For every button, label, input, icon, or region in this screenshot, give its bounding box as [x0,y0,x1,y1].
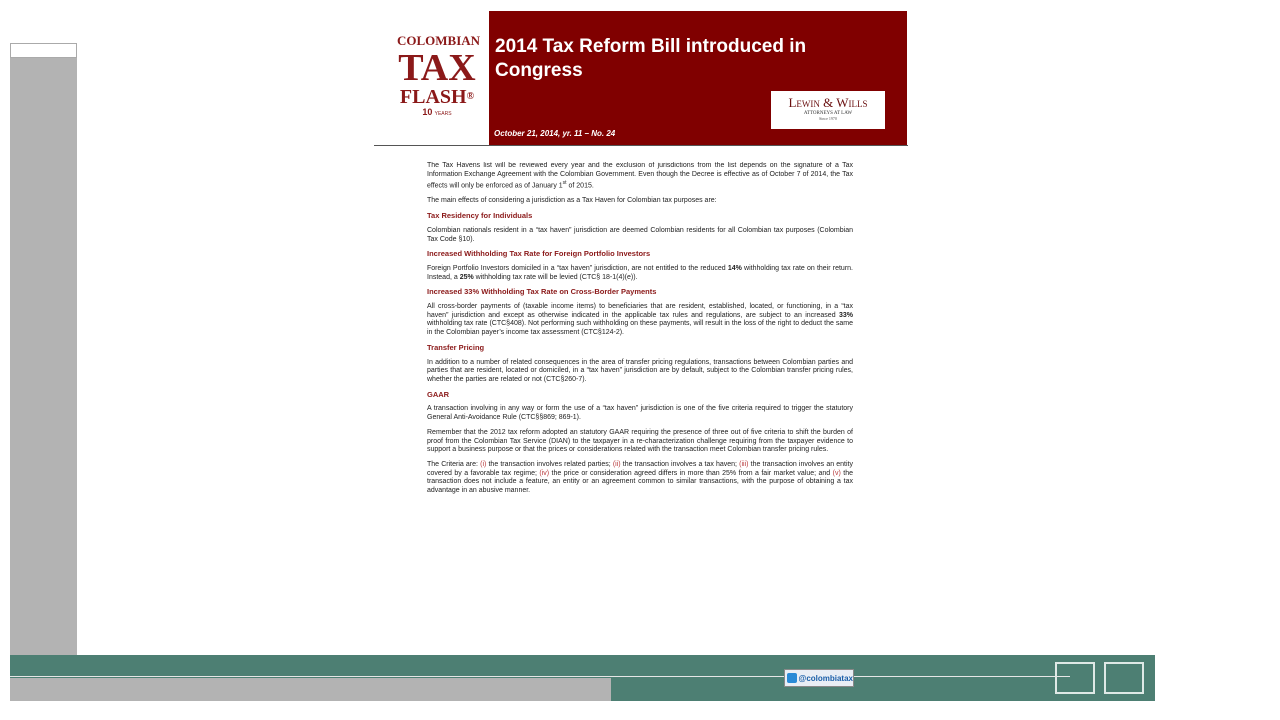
logo-years: 10 YEARS [422,107,452,117]
lewin-wills-logo [771,91,885,129]
article-body [427,162,853,654]
section-heading: Transfer Pricing [427,342,485,352]
paragraph: A transaction involving in any way or form the use of a “tax haven” jurisdiction is one of the five criteria required to trigger the statutory General Anti-Avoidance Rule (CTC§§869; 869-1). [427,405,853,422]
twitter-handle: @colombiatax [798,673,853,683]
section-heading: GAAR [427,389,450,399]
logo-line2: TAX [398,47,476,89]
left-sidebar-tab [10,43,77,58]
logo-line1: COLOMBIAN [397,33,481,48]
issue-date: October 21, 2014, yr. 11 – No. 24 [494,129,616,138]
nav-box-right[interactable] [1104,662,1144,694]
firm-since: Since 1970 [819,116,837,121]
paragraph: Remember that the 2012 tax reform adopted an statutory GAAR requiring the presence of three out of five criteria to shift the burden of proof from the Colombian Tax Service (DIAN) to the taxpayer in a re-characterization challenge requiring from the taxpayer evidence to support a business purpose or that the prices or considerations related with the transaction meet Colombian transfer pricing rules. [427,428,853,454]
paragraph: The Tax Havens list will be reviewed every year and the exclusion of jurisdictions from the list depends on the signature of a Tax Information Exchange Agreement with the Colombian Government. Even though the Decree is effective as of October 7 of 2014, the Tax effects will only be enforced as of January 1st of 2015. [427,162,853,190]
twitter-link[interactable] [784,669,854,687]
paragraph: The main effects of considering a jurisdiction as a Tax Haven for Colombian tax purposes are: [427,197,717,205]
page-title: 2014 Tax Reform Bill introduced in Congress [495,36,807,81]
nav-box-left[interactable] [1055,662,1095,694]
section-heading: Increased Withholding Tax Rate for Foreign Portfolio Investors [427,249,651,259]
paragraph: Colombian nationals resident in a “tax haven” jurisdiction are deemed Colombian residents for all Colombian tax purposes (Colombian Tax Code §10). [427,226,853,243]
paragraph: In addition to a number of related consequences in the area of transfer pricing regulations, transactions between Colombian parties and parties that are resident, located or domiciled, in a “tax haven” jurisdiction are by default, subject to the Colombian transfer pricing rules, whether the parties are related or not (CTC§260-7). [427,358,853,383]
firm-name: Lewin & Wills [788,95,868,110]
section-heading: Increased 33% Withholding Tax Rate on Cross-Border Payments [427,287,657,297]
header-divider [374,145,908,146]
footer-grey-bar [10,678,611,701]
left-sidebar-bar [10,43,77,655]
logo-line3: FLASH® [399,86,475,108]
paragraph: The Criteria are: (i) the transaction involves related parties; (ii) the transaction involves a tax haven; (iii) the transaction involves an entity covered by a favorable tax regime; (iv) the price or consideration agreed differs in more than 25% from a fair market value; and (v) the transaction does not include a feature, an entity or an agreement common to similar transactions, with the purpose of obtaining a tax advantage in an abusive manner. [427,460,853,495]
footer-divider [10,676,1070,677]
twitter-icon [787,673,797,683]
paragraph: Foreign Portfolio Investors domiciled in a “tax haven” jurisdiction, are not entitled to the reduced 14% withholding tax rate on their return. Instead, a 25% withholding tax rate will be levied (CTC§ 18-1(4)(e)). [427,264,853,281]
paragraph: All cross-border payments of (taxable income items) to beneficiaries that are resident, established, located, or functioning, in a “tax haven” jurisdiction and except as otherwise indicated in the applicable tax rules and regulations, are subject to an increased 33% withholding tax rate (CTC§408). Not performing such withholding on these payments, will result in the loss of the right to deduct the same in the Colombian payer’s income tax assessment (CTC§124-2). [427,303,853,337]
colombian-tax-flash-logo [397,33,481,117]
section-heading: Tax Residency for Individuals [427,211,533,221]
firm-subtitle: ATTORNEYS AT LAW [803,111,853,116]
